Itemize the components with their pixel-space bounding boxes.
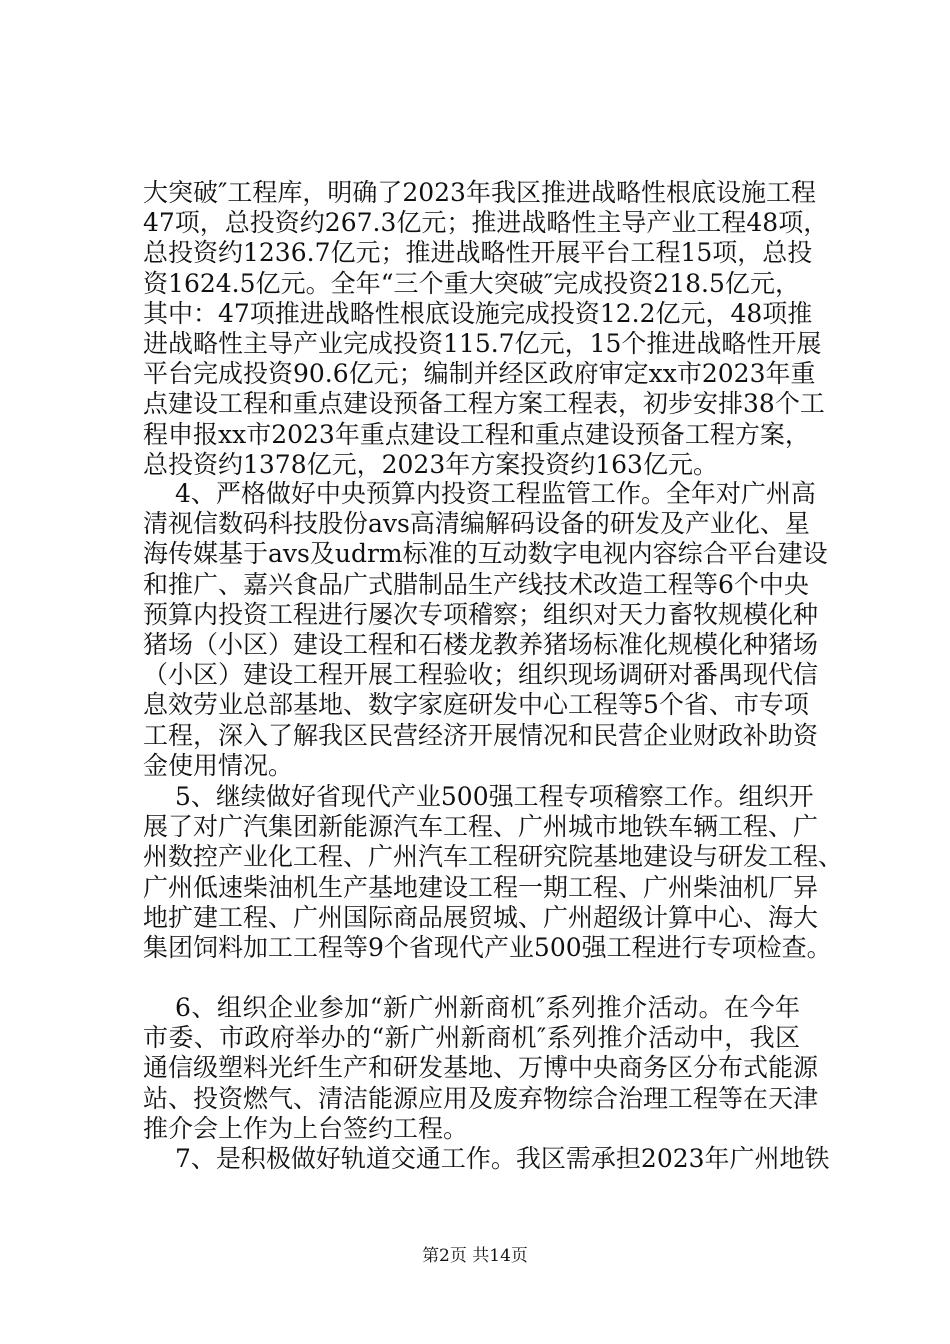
paragraph-2-line: 猪场（小区）建设工程和石楼龙教养猪场标准化规模化种猪场: [143, 630, 819, 659]
paragraph-3-line: 展了对广汽集团新能源汽车工程、广州城市地铁车辆工程、广: [143, 812, 819, 842]
paragraph-4-line: 推介会上作为上台签约工程。: [143, 1113, 469, 1143]
paragraph-1-line: 程申报xx市2023年重点建设工程和重点建设预备工程方案，: [143, 419, 810, 449]
paragraph-1-line: 平台完成投资90.6亿元；编制并经区政府审定xx市2023年重: [143, 359, 816, 389]
paragraph-1-line: 点建设工程和重点建设预备工程方案工程表，初步安排38个工: [143, 389, 825, 419]
paragraph-2-line: （小区）建设工程开展工程验收；组织现场调研对番禺现代信: [143, 660, 819, 690]
paragraph-4-line: 市委、市政府举办的“新广州新商机″系列推介活动中，我区: [143, 1023, 800, 1053]
paragraph-3-line: 集团饲料加工工程等9个省现代产业500强工程进行专项检查。: [143, 933, 832, 962]
paragraph-5-line: 7、是积极做好轨道交通工作。我区需承担2023年广州地铁: [175, 1144, 830, 1173]
paragraph-3-line: 广州低速柴油机生产基地建设工程一期工程、广州柴油机厂异: [143, 872, 819, 902]
paragraph-4-line: 通信级塑料光纤生产和研发基地、万博中央商务区分布式能源: [143, 1053, 819, 1083]
paragraph-2-line: 息效劳业总部基地、数字家庭研发中心工程等5个省、市专项: [143, 690, 809, 720]
paragraph-1-line: 进战略性主导产业完成投资115.7亿元，15个推进战略性开展: [143, 329, 822, 358]
paragraph-2-line: 工程，深入了解我区民营经济开展情况和民营企业财政补助资: [143, 720, 819, 750]
paragraph-1-line: 资1624.5亿元。全年“三个重大突破″完成投资218.5亿元，: [143, 268, 800, 298]
paragraph-1-line: 大突破″工程库，明确了2023年我区推进战略性根底设施工程: [143, 178, 816, 207]
paragraph-1-line: 47项，总投资约267.3亿元；推进战略性主导产业工程48项，: [143, 208, 829, 238]
paragraph-1-line: 总投资约1378亿元，2023年方案投资约163亿元。: [143, 449, 718, 479]
paragraph-1-line: 总投资约1236.7亿元；推进战略性开展平台工程15项，总投: [143, 238, 813, 268]
paragraph-3-line: 5、继续做好省现代产业500强工程专项稽察工作。组织开: [175, 782, 814, 811]
paragraph-2-line: 和推广、嘉兴食品广式腊制品生产线技术改造工程等6个中央: [143, 569, 809, 599]
paragraph-2-line: 海传媒基于avs及udrm标准的互动数字电视内容综合平台建设: [143, 539, 828, 569]
page-footer: 第2页 共14页: [422, 1246, 528, 1266]
paragraph-4-line: 6、组织企业参加“新广州新商机″系列推介活动。在今年: [175, 993, 800, 1022]
paragraph-1-line: 其中：47项推进战略性根底设施完成投资12.2亿元，48项推: [143, 298, 813, 328]
paragraph-3-line: 地扩建工程、广州国际商品展贸城、广州超级计算中心、海大: [143, 902, 819, 932]
paragraph-2-line: 4、严格做好中央预算内投资工程监管工作。全年对广州高: [175, 479, 816, 508]
paragraph-2-line: 预算内投资工程进行屡次专项稽察；组织对天力畜牧规模化种: [143, 599, 819, 629]
paragraph-4-line: 站、投资燃气、清洁能源应用及废弃物综合治理工程等在天津: [143, 1083, 819, 1113]
paragraph-3-line: 州数控产业化工程、广州汽车工程研究院基地建设与研发工程、: [143, 842, 844, 872]
paragraph-2-line: 清视信数码科技股份avs高清编解码设备的研发及产业化、星: [143, 509, 810, 539]
paragraph-2-line: 金使用情况。: [143, 750, 294, 780]
